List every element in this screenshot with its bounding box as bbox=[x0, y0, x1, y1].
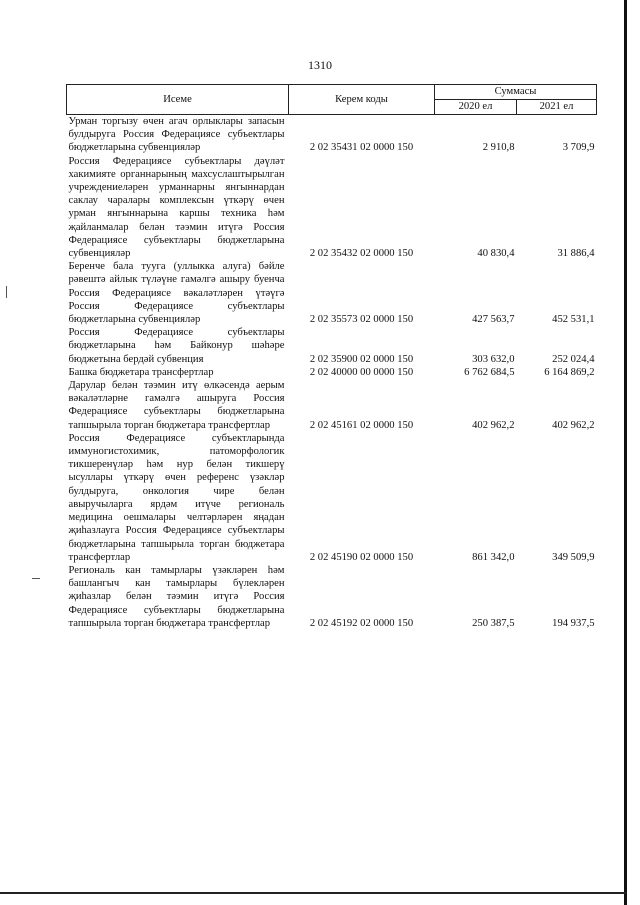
row-name: Россия Федерациясе субъектлары бюджетларына һәм Байконур шәһәре бюджетына бердәй субвенция bbox=[68, 327, 285, 365]
header-year-2020: 2020 ел bbox=[435, 100, 517, 115]
scan-margin-mark bbox=[32, 578, 40, 579]
header-name: Исеме bbox=[67, 85, 289, 115]
row-name: Урман торгызу өчен агач орлыклары запасын булдыруга Россия Федерациясе субъектлары бюджетларына субвенцияләр bbox=[68, 116, 285, 154]
row-name: Башка бюджетара трансфертлар bbox=[68, 366, 214, 378]
table-header bbox=[67, 85, 597, 115]
row-value-2021: 31 886,4 bbox=[557, 248, 595, 260]
budget-table bbox=[66, 84, 597, 630]
page-number: 1310 bbox=[308, 58, 332, 72]
row-value-2020: 6 762 684,5 bbox=[464, 366, 515, 378]
row-name: Региональ кан тамырлары үзәкләрен һәм башлангыч кан тамырлары бүлекләрен җиһазлар белән тәэмин итүгә Россия Федерациясе субъектлары бюджетларына тапшырыла торган бюджетара трансфертлар bbox=[68, 564, 285, 629]
scan-margin-mark bbox=[6, 286, 7, 298]
scan-right-edge-line bbox=[624, 0, 627, 905]
table-row bbox=[67, 432, 597, 564]
row-code: 2 02 35432 02 0000 150 bbox=[309, 248, 414, 260]
row-name: Беренче бала туугa (уллыкка алуга) бәйле рәвештә айлык түләүне гамәлгә ашыру буенча Россия Федерациясе вәкаләтләрен үтәүгә Россия Федерациясе субъектлары бюджетларына субвенцияләр bbox=[68, 261, 285, 326]
row-value-2021: 194 937,5 bbox=[552, 617, 595, 629]
row-value-2020: 303 632,0 bbox=[472, 353, 515, 365]
row-code: 2 02 35573 02 0000 150 bbox=[309, 314, 414, 326]
scan-bottom-edge-line bbox=[0, 892, 626, 894]
row-value-2020: 402 962,2 bbox=[472, 419, 515, 431]
table-row bbox=[67, 115, 597, 155]
table-row bbox=[67, 366, 597, 379]
row-value-2020: 40 830,4 bbox=[477, 248, 515, 260]
row-value-2021: 252 024,4 bbox=[552, 353, 595, 365]
row-value-2021: 402 962,2 bbox=[552, 419, 595, 431]
table-row bbox=[67, 326, 597, 366]
row-code: 2 02 35900 02 0000 150 bbox=[309, 353, 414, 365]
table-row bbox=[67, 379, 597, 432]
row-code: 2 02 40000 00 0000 150 bbox=[309, 366, 414, 378]
row-name: Дарулар белән тәэмин итү өлкәсендә аерым вәкаләтләрне гамәлгә ашыруга Россия Федерациясе субъектлары бюджетларына тапшырыла торган бюджетара трансфертлар bbox=[68, 380, 285, 431]
header-sums: Суммасы bbox=[435, 85, 597, 100]
row-code: 2 02 45192 02 0000 150 bbox=[309, 617, 414, 629]
row-value-2021: 349 509,9 bbox=[552, 551, 595, 563]
header-code: Керем коды bbox=[289, 85, 435, 115]
row-value-2020: 427 563,7 bbox=[472, 314, 515, 326]
row-name: Россия Федерациясе субъектлары дәүләт хакимияте органнарының махсуслаштырылган учреждениеләрен урманнарны янгыннардан саклау чаралары комплексын үткәрү өчен урман янгыннарына каршы техника һәм җайланмалар белән тәэмин итүгә Россия Федерациясе субъектлары бюджетларына субвенцияләр bbox=[68, 155, 285, 260]
row-value-2020: 250 387,5 bbox=[472, 617, 515, 629]
row-value-2020: 2 910,8 bbox=[482, 142, 515, 154]
row-code: 2 02 35431 02 0000 150 bbox=[309, 142, 414, 154]
row-value-2021: 3 709,9 bbox=[562, 142, 595, 154]
row-value-2021: 452 531,1 bbox=[552, 314, 595, 326]
row-value-2021: 6 164 869,2 bbox=[544, 366, 595, 378]
row-name: Россия Федерациясе субъектларында иммуногистохимик, патоморфологик тикшеренүләр һәм нур белән тикшерү ысуллары үткәрү өчен референс үзәкләр булдыруга, онкология чире белән авыручыларга ярдәм итүче региональ медицина оешмалары челтәрләрен яңадан җиһазлауга Россия Федерациясе субъектлары бюджетларына тапшырыла торган бюджетара трансфертлар bbox=[68, 432, 285, 563]
table-row bbox=[67, 260, 597, 326]
row-value-2020: 861 342,0 bbox=[472, 551, 515, 563]
row-code: 2 02 45161 02 0000 150 bbox=[309, 419, 414, 431]
row-code: 2 02 45190 02 0000 150 bbox=[309, 551, 414, 563]
table-row bbox=[67, 155, 597, 261]
table-row bbox=[67, 564, 597, 630]
header-year-2021: 2021 ел bbox=[517, 100, 597, 115]
table-body bbox=[67, 115, 597, 630]
